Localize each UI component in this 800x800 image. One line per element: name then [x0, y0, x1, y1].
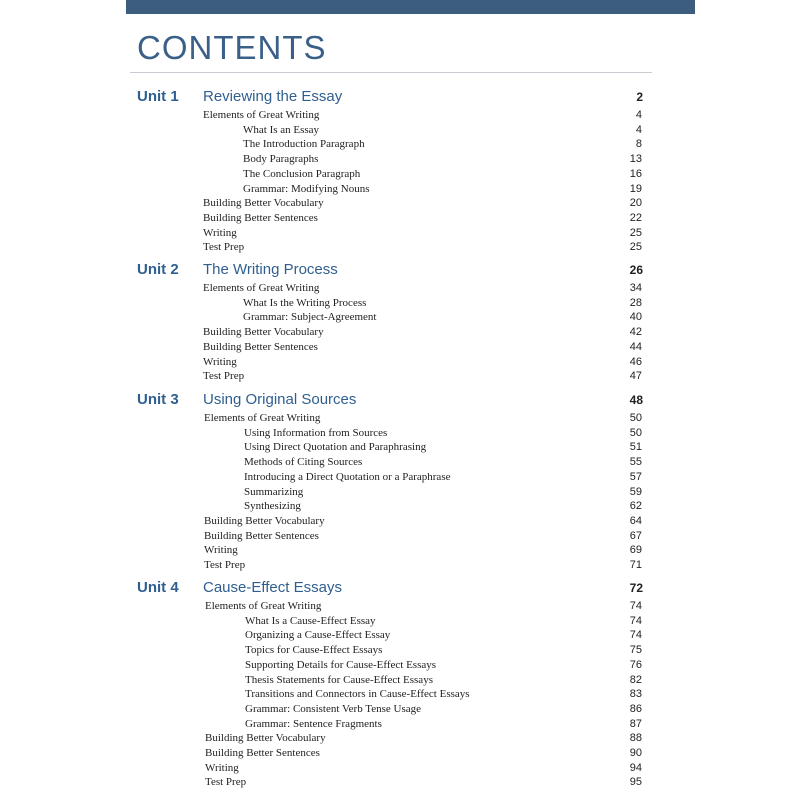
toc-entry[interactable] [0, 137, 800, 151]
section-title: Building Better Vocabulary [205, 732, 326, 745]
toc-entry[interactable] [0, 746, 800, 760]
section-title: Building Better Vocabulary [203, 197, 324, 210]
subsection-title: Grammar: Modifying Nouns [243, 182, 370, 195]
unit-page-number: 72 [629, 581, 643, 595]
toc-entry[interactable] [0, 182, 800, 196]
subsection-title: Thesis Statements for Cause-Effect Essays [245, 673, 433, 686]
unit-title[interactable]: The Writing Process [203, 261, 338, 278]
subsection-title: Grammar: Consistent Verb Tense Usage [245, 702, 422, 715]
section-title: Building Better Sentences [203, 211, 318, 224]
subsection-title: Grammar: Subject-Agreement [243, 311, 377, 324]
entry-page-number: 46 [629, 355, 642, 368]
header-band [126, 0, 695, 14]
entry-page-number: 94 [629, 761, 642, 774]
entry-page-number: 28 [629, 296, 642, 309]
unit-page-number: 48 [629, 393, 643, 407]
entry-page-number: 50 [629, 412, 642, 424]
toc-entry[interactable] [0, 499, 800, 513]
toc-entry[interactable] [0, 355, 800, 369]
section-title: Test Prep [205, 776, 247, 789]
entry-page-number: 71 [629, 559, 642, 571]
entry-page-number: 47 [629, 370, 642, 383]
subsection-title: Organizing a Cause-Effect Essay [245, 629, 391, 642]
section-title: Writing [204, 544, 238, 557]
toc-entry[interactable] [0, 599, 800, 613]
section-title: Building Better Sentences [205, 747, 320, 759]
unit-label: Unit 1 [137, 88, 179, 105]
subsection-title: Body Paragraphs [243, 153, 319, 166]
entry-page-number: 44 [629, 340, 642, 353]
toc-entry[interactable] [0, 325, 800, 339]
entry-page-number: 20 [629, 197, 642, 210]
entry-page-number: 55 [629, 456, 642, 469]
unit-page-number: 26 [629, 263, 643, 277]
entry-page-number: 82 [629, 673, 642, 686]
toc-entry[interactable] [0, 340, 800, 354]
section-title: Building Better Vocabulary [203, 326, 324, 339]
toc-entry[interactable] [0, 558, 800, 572]
section-title: Elements of Great Writing [204, 412, 321, 424]
section-title: Building Better Sentences [203, 340, 318, 353]
subsection-title: What Is an Essay [243, 123, 320, 136]
entry-page-number: 42 [629, 326, 642, 339]
toc-entry[interactable] [0, 310, 800, 324]
toc-entry[interactable] [0, 123, 800, 137]
subsection-title: The Introduction Paragraph [243, 138, 365, 151]
toc-entry[interactable] [0, 643, 800, 657]
entry-page-number: 13 [629, 153, 642, 166]
unit-label: Unit 2 [137, 261, 179, 278]
subsection-title: Grammar: Sentence Fragments [245, 717, 382, 730]
toc-entry[interactable] [0, 240, 800, 254]
section-title: Elements of Great Writing [205, 600, 322, 612]
toc-entry[interactable] [0, 658, 800, 672]
entry-page-number: 25 [629, 226, 642, 239]
unit-heading-row [0, 578, 800, 598]
entry-page-number: 57 [629, 470, 642, 483]
toc-entry[interactable] [0, 108, 800, 122]
toc-entry[interactable] [0, 485, 800, 499]
page-title: CONTENTS [137, 29, 327, 66]
toc-entry[interactable] [0, 628, 800, 642]
toc-entry[interactable] [0, 673, 800, 687]
entry-page-number: 59 [629, 485, 642, 498]
subsection-title: The Conclusion Paragraph [243, 167, 361, 180]
unit-title[interactable]: Cause-Effect Essays [203, 579, 342, 596]
toc-entry[interactable] [0, 731, 800, 745]
toc-entry[interactable] [0, 440, 800, 454]
entry-page-number: 76 [629, 658, 642, 671]
unit-heading-row [0, 390, 800, 410]
toc-entry[interactable] [0, 514, 800, 528]
entry-page-number: 74 [629, 600, 642, 612]
toc-entry[interactable] [0, 761, 800, 775]
toc-entry[interactable] [0, 196, 800, 210]
toc-entry[interactable] [0, 296, 800, 310]
subsection-title: Using Information from Sources [244, 426, 388, 439]
toc-entry[interactable] [0, 211, 800, 225]
entry-page-number: 4 [635, 123, 642, 136]
subsection-title: Methods of Citing Sources [244, 456, 363, 469]
entry-page-number: 22 [629, 211, 642, 224]
subsection-title: What Is a Cause-Effect Essay [245, 614, 376, 627]
toc-entry[interactable] [0, 426, 800, 440]
toc-entry[interactable] [0, 775, 800, 789]
entry-page-number: 50 [629, 426, 642, 439]
title-divider [130, 72, 652, 73]
entry-page-number: 69 [629, 544, 642, 557]
entry-page-number: 75 [629, 644, 642, 657]
toc-entry[interactable] [0, 529, 800, 543]
subsection-title: What Is the Writing Process [243, 296, 367, 309]
subsection-title: Summarizing [244, 485, 304, 498]
entry-page-number: 8 [635, 138, 642, 151]
section-title: Building Better Vocabulary [204, 514, 325, 527]
toc-entry[interactable] [0, 152, 800, 166]
entry-page-number: 88 [629, 732, 642, 745]
toc-entry[interactable] [0, 411, 800, 425]
subsection-title: Synthesizing [244, 500, 301, 513]
toc-entry[interactable] [0, 543, 800, 557]
subsection-title: Using Direct Quotation and Paraphrasing [244, 441, 427, 454]
entry-page-number: 67 [629, 529, 642, 542]
section-title: Test Prep [203, 241, 245, 254]
entry-page-number: 19 [629, 182, 642, 195]
section-title: Building Better Sentences [204, 529, 319, 542]
toc-entry[interactable] [0, 369, 800, 383]
entry-page-number: 16 [629, 167, 642, 180]
entry-page-number: 25 [629, 241, 642, 254]
toc-entry[interactable] [0, 167, 800, 181]
entry-page-number: 74 [629, 614, 642, 627]
toc-entry[interactable] [0, 702, 800, 716]
entry-page-number: 74 [629, 629, 642, 642]
entry-page-number: 51 [629, 441, 642, 454]
section-title: Writing [203, 355, 237, 368]
unit-label: Unit 4 [137, 579, 179, 596]
unit-label: Unit 3 [137, 391, 179, 408]
toc-entry[interactable] [0, 717, 800, 731]
entry-page-number: 4 [635, 109, 642, 121]
toc-entry[interactable] [0, 470, 800, 484]
unit-heading-row [0, 87, 800, 107]
section-title: Test Prep [204, 559, 246, 571]
toc-entry[interactable] [0, 281, 800, 295]
section-title: Writing [203, 226, 237, 239]
section-title: Writing [205, 761, 239, 774]
entry-page-number: 90 [629, 747, 642, 759]
unit-title[interactable]: Reviewing the Essay [203, 88, 343, 105]
entry-page-number: 64 [629, 514, 642, 527]
entry-page-number: 34 [629, 282, 642, 294]
section-title: Test Prep [203, 370, 245, 383]
unit-title[interactable]: Using Original Sources [203, 391, 357, 408]
section-title: Elements of Great Writing [203, 109, 320, 121]
entry-page-number: 86 [629, 702, 642, 715]
subsection-title: Supporting Details for Cause-Effect Essays [245, 658, 437, 671]
entry-page-number: 95 [629, 776, 642, 789]
toc-entry[interactable] [0, 614, 800, 628]
section-title: Elements of Great Writing [203, 282, 320, 294]
subsection-title: Topics for Cause-Effect Essays [245, 644, 383, 657]
toc-entry[interactable] [0, 226, 800, 240]
subsection-title: Introducing a Direct Quotation or a Paraphrase [244, 470, 451, 483]
unit-page-number: 2 [636, 90, 643, 104]
entry-page-number: 40 [629, 311, 642, 324]
subsection-title: Transitions and Connectors in Cause-Effect Essays [245, 688, 470, 701]
toc-entry[interactable] [0, 455, 800, 469]
entry-page-number: 83 [629, 688, 642, 701]
unit-heading-row [0, 260, 800, 280]
entry-page-number: 62 [629, 500, 642, 513]
toc-entry[interactable] [0, 687, 800, 701]
entry-page-number: 87 [629, 717, 642, 730]
